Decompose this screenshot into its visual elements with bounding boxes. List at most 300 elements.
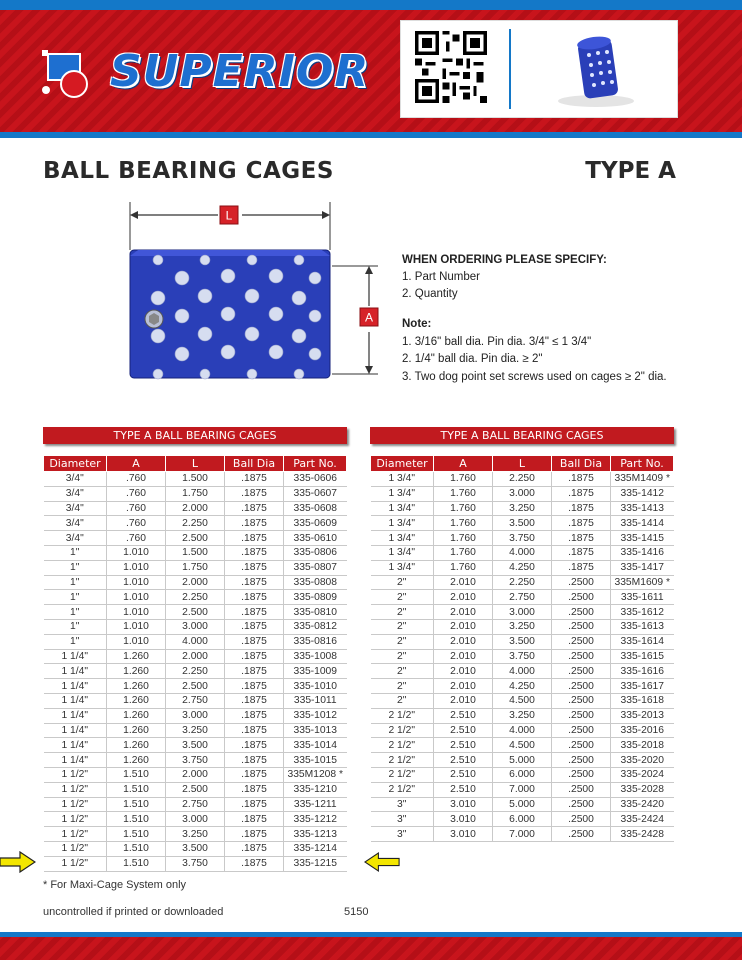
table-cell: 3.250 — [493, 619, 552, 634]
table-cell: 3.750 — [493, 649, 552, 664]
table-cell: 1 1/4" — [44, 649, 107, 664]
table-row — [371, 797, 674, 812]
highlight-arrow-right-icon — [0, 851, 36, 873]
table-row — [44, 545, 347, 560]
table-row — [44, 767, 347, 782]
table-cell: 3/4" — [44, 516, 107, 531]
table-cell: 4.500 — [493, 693, 552, 708]
table-cell: .1875 — [225, 827, 284, 842]
table-cell: 4.000 — [166, 634, 225, 649]
table-cell: 3/4" — [44, 486, 107, 501]
table-cell: 2.510 — [434, 753, 493, 768]
table-cell: 1 1/4" — [44, 723, 107, 738]
table-cell: .1875 — [552, 486, 611, 501]
table-cell: 1.510 — [107, 782, 166, 797]
table-cell: 2.500 — [166, 531, 225, 546]
ordering-info — [402, 252, 607, 303]
highlight-arrow-left-icon — [364, 851, 400, 873]
table-cell: 2.750 — [166, 797, 225, 812]
table-cell: 3.500 — [166, 738, 225, 753]
table-cell: 335-0809 — [284, 590, 347, 605]
brand-name: SUPERIOR — [110, 46, 370, 97]
table-cell: 2" — [371, 693, 434, 708]
table-cell: 335M1609 * — [611, 575, 674, 590]
table-row — [44, 531, 347, 546]
table-cell: .1875 — [225, 560, 284, 575]
table-cell: 1.010 — [107, 560, 166, 575]
table-row — [44, 827, 347, 842]
table-cell: 3/4" — [44, 501, 107, 516]
table-cell: .1875 — [225, 782, 284, 797]
table-cell: 3.750 — [493, 531, 552, 546]
panel-divider — [509, 29, 511, 109]
table-cell: 335-2428 — [611, 827, 674, 842]
column-header: L — [166, 456, 225, 472]
table-cell: .2500 — [552, 634, 611, 649]
table-cell: .1875 — [225, 590, 284, 605]
table-cell: 1 1/4" — [44, 753, 107, 768]
table-cell: 1.760 — [434, 531, 493, 546]
table-cell: .1875 — [225, 664, 284, 679]
table-row — [44, 501, 347, 516]
table-cell: 2.510 — [434, 782, 493, 797]
table-cell: 335-1616 — [611, 664, 674, 679]
table-row — [44, 856, 347, 871]
table-row — [44, 590, 347, 605]
table-cell: 335-1015 — [284, 753, 347, 768]
table-cell: 2.010 — [434, 590, 493, 605]
table-row — [371, 472, 674, 487]
table-cell: .2500 — [552, 619, 611, 634]
table-cell: 1.510 — [107, 856, 166, 871]
table-cell: 1.260 — [107, 649, 166, 664]
table-cell: 335-0816 — [284, 634, 347, 649]
table-row — [44, 679, 347, 694]
table-row — [44, 664, 347, 679]
table-cell: 1.760 — [434, 516, 493, 531]
table-cell: 3.250 — [166, 723, 225, 738]
table-cell: .2500 — [552, 767, 611, 782]
table-cell: .2500 — [552, 664, 611, 679]
table-title: TYPE A BALL BEARING CAGES — [43, 427, 347, 444]
table-cell: 1" — [44, 605, 107, 620]
data-table — [370, 455, 674, 842]
column-header: Part No. — [284, 456, 347, 472]
table-cell: 335-1612 — [611, 605, 674, 620]
table-row — [371, 560, 674, 575]
table-cell: 1 1/2" — [44, 797, 107, 812]
table-row — [44, 486, 347, 501]
table-cell: 3" — [371, 827, 434, 842]
table-cell: .760 — [107, 501, 166, 516]
table-cell: 335-0606 — [284, 472, 347, 487]
column-header: A — [434, 456, 493, 472]
brand-logo — [40, 38, 370, 104]
table-row — [44, 634, 347, 649]
table-cell: 2.250 — [166, 664, 225, 679]
table-cell: 1" — [44, 619, 107, 634]
table-cell: .1875 — [225, 575, 284, 590]
table-cell: 1 1/2" — [44, 827, 107, 842]
table-row — [44, 841, 347, 856]
table-cell: .1875 — [225, 841, 284, 856]
table-cell: 3.750 — [166, 753, 225, 768]
table-cell: 335-1214 — [284, 841, 347, 856]
notes-heading: Note: — [402, 318, 432, 330]
table-cell: 3.000 — [166, 708, 225, 723]
ordering-heading: WHEN ORDERING PLEASE SPECIFY: — [402, 254, 607, 266]
table-cell: 1.010 — [107, 634, 166, 649]
table-cell: 335-0812 — [284, 619, 347, 634]
table-cell: 1" — [44, 634, 107, 649]
table-cell: 1 3/4" — [371, 531, 434, 546]
table-row — [371, 516, 674, 531]
table-row — [371, 531, 674, 546]
table-cell: 335-2424 — [611, 812, 674, 827]
table-cell: 4.000 — [493, 664, 552, 679]
header-bottom-stripe — [0, 132, 742, 138]
table-cell: 1.010 — [107, 590, 166, 605]
table-cell: 2" — [371, 575, 434, 590]
table-cell: 3.500 — [493, 634, 552, 649]
table-cell: 2.010 — [434, 679, 493, 694]
table-cell: 1 3/4" — [371, 516, 434, 531]
table-cell: 1" — [44, 590, 107, 605]
table-cell: 1.510 — [107, 827, 166, 842]
note-item: 2. 1/4" ball dia. Pin dia. ≥ 2" — [402, 353, 543, 365]
table-cell: 1.760 — [434, 486, 493, 501]
table-cell: 3.010 — [434, 827, 493, 842]
table-cell: .2500 — [552, 649, 611, 664]
table-cell: 335-1417 — [611, 560, 674, 575]
table-cell: 1.260 — [107, 753, 166, 768]
table-cell: 1.750 — [166, 486, 225, 501]
table-cell: 335-1613 — [611, 619, 674, 634]
table-cell: .2500 — [552, 708, 611, 723]
table-cell: 335-0806 — [284, 545, 347, 560]
table-cell: .2500 — [552, 590, 611, 605]
table-cell: .1875 — [225, 679, 284, 694]
table-cell: 1.760 — [434, 501, 493, 516]
table-row — [44, 708, 347, 723]
table-cell: 2.500 — [166, 679, 225, 694]
table-cell: 1 1/2" — [44, 841, 107, 856]
table-cell: 2.010 — [434, 634, 493, 649]
column-header: Ball Dia — [225, 456, 284, 472]
table-row — [371, 827, 674, 842]
table-cell: 3.500 — [166, 841, 225, 856]
table-cell: 2" — [371, 649, 434, 664]
table-cell: 1.750 — [166, 560, 225, 575]
dimension-a-label: A — [364, 310, 374, 325]
logo-mark-icon — [40, 48, 100, 98]
footer-stripe — [0, 932, 742, 937]
column-header: Diameter — [44, 456, 107, 472]
table-cell: 1.510 — [107, 841, 166, 856]
table-cell: 3" — [371, 797, 434, 812]
table-cell: 1 1/2" — [44, 812, 107, 827]
table-cell: .2500 — [552, 605, 611, 620]
table-cell: 3.000 — [166, 619, 225, 634]
table-row — [371, 679, 674, 694]
table-cell: 1 3/4" — [371, 560, 434, 575]
table-cell: 2.250 — [493, 575, 552, 590]
table-cell: 335-1412 — [611, 486, 674, 501]
table-cell: 1 1/4" — [44, 693, 107, 708]
table-cell: 1.260 — [107, 664, 166, 679]
table-cell: 335-1011 — [284, 693, 347, 708]
table-cell: 335-1009 — [284, 664, 347, 679]
table-cell: .1875 — [225, 486, 284, 501]
table-cell: 1.010 — [107, 575, 166, 590]
table-cell: 2.510 — [434, 738, 493, 753]
table-cell: 3.010 — [434, 812, 493, 827]
table-cell: 2 1/2" — [371, 708, 434, 723]
table-cell: 2" — [371, 664, 434, 679]
table-cell: 1.760 — [434, 545, 493, 560]
table-cell: 3.250 — [493, 501, 552, 516]
table-cell: 335-1614 — [611, 634, 674, 649]
table-cell: 1 1/2" — [44, 782, 107, 797]
table-cell: 1" — [44, 560, 107, 575]
table-cell: 335-0808 — [284, 575, 347, 590]
table-cell: 1" — [44, 575, 107, 590]
table-cell: .2500 — [552, 782, 611, 797]
cage-dimension-diagram — [110, 198, 400, 398]
table-cell: 2.010 — [434, 619, 493, 634]
table-row — [44, 812, 347, 827]
table-cell: 335-1414 — [611, 516, 674, 531]
table-cell: 2.500 — [166, 605, 225, 620]
table-cell: .1875 — [225, 472, 284, 487]
note-item: 1. 3/16" ball dia. Pin dia. 3/4" ≤ 1 3/4" — [402, 335, 592, 348]
table-cell: .760 — [107, 486, 166, 501]
table-cell: .1875 — [225, 708, 284, 723]
table-row — [371, 708, 674, 723]
table-cell: 335-1212 — [284, 812, 347, 827]
table-row — [371, 693, 674, 708]
table-cell: 2.510 — [434, 708, 493, 723]
table-cell: .1875 — [552, 545, 611, 560]
column-header: L — [493, 456, 552, 472]
table-cell: 2.000 — [166, 649, 225, 664]
table-cell: 3/4" — [44, 472, 107, 487]
table-row — [44, 472, 347, 487]
table-cell: .1875 — [225, 693, 284, 708]
table-row — [371, 619, 674, 634]
table-cell: 3.010 — [434, 797, 493, 812]
column-header: Diameter — [371, 456, 434, 472]
table-cell: 335-1010 — [284, 679, 347, 694]
header-top-stripe — [0, 0, 742, 10]
table-row — [44, 738, 347, 753]
table-cell: 1.510 — [107, 812, 166, 827]
table-cell: 3.000 — [166, 812, 225, 827]
table-row — [44, 649, 347, 664]
table-cell: 1.760 — [434, 560, 493, 575]
cage-table-left — [43, 427, 347, 872]
table-cell: 2" — [371, 634, 434, 649]
table-cell: 335-1617 — [611, 679, 674, 694]
table-cell: 335-1210 — [284, 782, 347, 797]
page-number: 5150 — [344, 906, 369, 918]
table-cell: 335-0607 — [284, 486, 347, 501]
table-cell: 335-1413 — [611, 501, 674, 516]
table-cell: 1 1/2" — [44, 767, 107, 782]
header-banner — [0, 0, 742, 138]
table-cell: 335-2018 — [611, 738, 674, 753]
table-cell: 1 1/4" — [44, 738, 107, 753]
footnote: * For Maxi-Cage System only — [43, 879, 187, 891]
column-header: A — [107, 456, 166, 472]
table-row — [44, 605, 347, 620]
table-cell: 1.260 — [107, 679, 166, 694]
notes-block — [402, 316, 667, 386]
column-header: Part No. — [611, 456, 674, 472]
table-cell: .760 — [107, 531, 166, 546]
cage-product-image — [551, 31, 641, 111]
table-cell: 2" — [371, 590, 434, 605]
table-cell: 335-1012 — [284, 708, 347, 723]
table-cell: 2 1/2" — [371, 753, 434, 768]
table-cell: 335-2016 — [611, 723, 674, 738]
table-cell: .760 — [107, 472, 166, 487]
table-cell: 3.000 — [493, 605, 552, 620]
table-cell: 1.510 — [107, 767, 166, 782]
table-row — [371, 664, 674, 679]
table-cell: .1875 — [225, 501, 284, 516]
table-cell: 335-1014 — [284, 738, 347, 753]
table-row — [371, 812, 674, 827]
table-cell: .1875 — [225, 531, 284, 546]
table-row — [371, 782, 674, 797]
type-label: TYPE A — [585, 158, 676, 184]
table-cell: 2 1/2" — [371, 738, 434, 753]
table-cell: 2.010 — [434, 605, 493, 620]
table-cell: .1875 — [225, 738, 284, 753]
table-row — [371, 605, 674, 620]
table-cell: 335-1618 — [611, 693, 674, 708]
table-row — [371, 486, 674, 501]
table-cell: 335-0610 — [284, 531, 347, 546]
table-row — [44, 560, 347, 575]
table-cell: 2.000 — [166, 767, 225, 782]
table-cell: 335-1415 — [611, 531, 674, 546]
footer-disclaimer: uncontrolled if printed or downloaded — [43, 906, 224, 918]
table-cell: .2500 — [552, 753, 611, 768]
table-cell: 2.250 — [493, 472, 552, 487]
table-cell: 4.000 — [493, 723, 552, 738]
table-cell: 3.250 — [166, 827, 225, 842]
table-cell: 1.260 — [107, 723, 166, 738]
table-row — [44, 516, 347, 531]
table-cell: 5.000 — [493, 797, 552, 812]
table-cell: 335M1409 * — [611, 472, 674, 487]
table-cell: 1 3/4" — [371, 472, 434, 487]
table-cell: 2 1/2" — [371, 782, 434, 797]
qr-code-icon — [415, 31, 487, 103]
table-cell: .1875 — [225, 649, 284, 664]
cage-table-right — [370, 427, 674, 842]
footer-banner — [0, 932, 742, 960]
table-cell: 2.010 — [434, 664, 493, 679]
table-row — [371, 501, 674, 516]
table-cell: 3" — [371, 812, 434, 827]
table-row — [371, 575, 674, 590]
table-cell: 335-1008 — [284, 649, 347, 664]
table-cell: 1 1/4" — [44, 679, 107, 694]
table-cell: 3/4" — [44, 531, 107, 546]
table-cell: .1875 — [225, 797, 284, 812]
table-cell: 335-1013 — [284, 723, 347, 738]
table-row — [371, 738, 674, 753]
table-cell: .1875 — [225, 516, 284, 531]
table-cell: .1875 — [552, 560, 611, 575]
table-cell: 1 3/4" — [371, 545, 434, 560]
table-row — [371, 634, 674, 649]
table-row — [371, 590, 674, 605]
table-cell: .2500 — [552, 693, 611, 708]
table-cell: 7.000 — [493, 782, 552, 797]
table-cell: 1 1/4" — [44, 708, 107, 723]
page-title: BALL BEARING CAGES — [43, 158, 334, 184]
table-cell: .1875 — [225, 812, 284, 827]
table-cell: 2" — [371, 679, 434, 694]
table-row — [44, 753, 347, 768]
table-row — [371, 723, 674, 738]
table-cell: 335-1215 — [284, 856, 347, 871]
table-cell: 1.010 — [107, 619, 166, 634]
table-cell: 2.500 — [166, 782, 225, 797]
table-cell: .2500 — [552, 738, 611, 753]
table-cell: 2.750 — [166, 693, 225, 708]
table-cell: .2500 — [552, 812, 611, 827]
table-cell: .2500 — [552, 679, 611, 694]
table-cell: .2500 — [552, 723, 611, 738]
table-cell: 4.000 — [493, 545, 552, 560]
table-cell: 3.500 — [493, 516, 552, 531]
table-cell: 335-2024 — [611, 767, 674, 782]
table-cell: 335-0810 — [284, 605, 347, 620]
table-cell: 335-1416 — [611, 545, 674, 560]
table-cell: 6.000 — [493, 767, 552, 782]
table-cell: 5.000 — [493, 753, 552, 768]
table-row — [44, 693, 347, 708]
table-cell: 2.010 — [434, 649, 493, 664]
table-cell: .2500 — [552, 575, 611, 590]
ordering-item: 1. Part Number — [402, 271, 480, 283]
table-cell: 2.250 — [166, 516, 225, 531]
table-cell: 335-1211 — [284, 797, 347, 812]
data-table — [43, 455, 347, 872]
table-cell: 335-0807 — [284, 560, 347, 575]
table-cell: 2.510 — [434, 767, 493, 782]
table-row — [44, 575, 347, 590]
table-cell: 3.750 — [166, 856, 225, 871]
table-cell: 335-1213 — [284, 827, 347, 842]
ordering-item: 2. Quantity — [402, 288, 458, 300]
table-cell: 2 1/2" — [371, 767, 434, 782]
table-row — [44, 619, 347, 634]
table-cell: 1 1/4" — [44, 664, 107, 679]
table-row — [44, 797, 347, 812]
table-cell: 1.010 — [107, 545, 166, 560]
table-cell: .1875 — [552, 472, 611, 487]
table-cell: 7.000 — [493, 827, 552, 842]
table-cell: 1.500 — [166, 545, 225, 560]
table-cell: 335-2013 — [611, 708, 674, 723]
table-cell: 1.760 — [434, 472, 493, 487]
